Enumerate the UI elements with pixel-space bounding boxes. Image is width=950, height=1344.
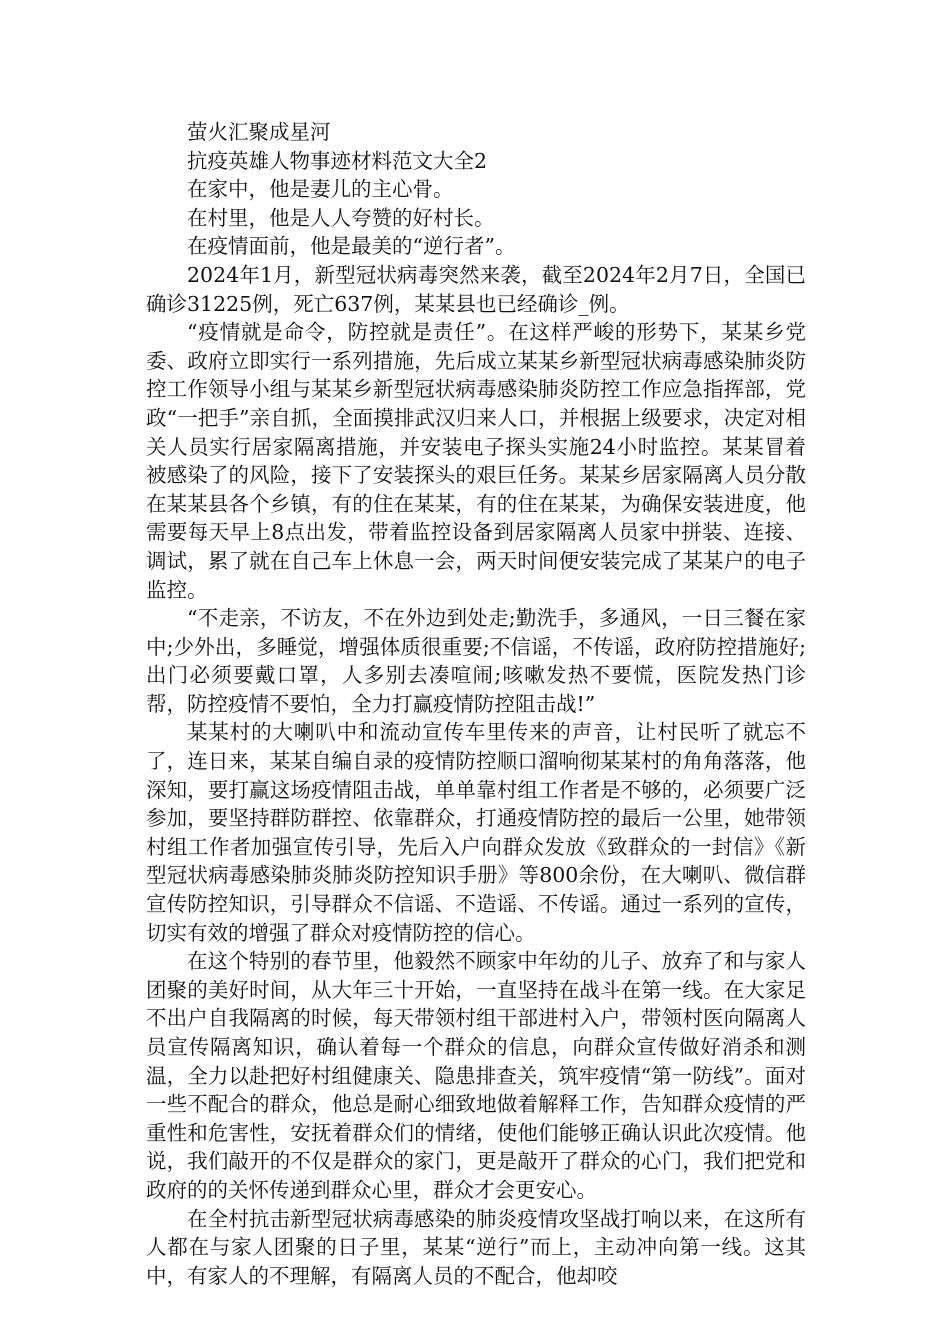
paragraph: 在村里，他是人人夸赞的好村长。 [187, 205, 495, 230]
paragraph: “疫情就是命令，防控就是责任”。在这样严峻的形势下，某某乡党委、政府立即实行一系列措施，先后成立某某乡新型冠状病毒感染肺炎防控工作领导小组与某某乡新型冠状病毒感染肺炎防控工作应急指挥部，党政“一把手”亲自抓，全面摸排武汉归来人口，并根据上级要求，决定对相关人员实行居家隔离措施，并安装电子探头实施24小时监控。某某冒着被感染了的风险，接下了安装探头的艰巨任务。某某乡居家隔离人员分散在某某县各个乡镇，有的住在某某，有的住在某某，为确保安装进度，他需要每天早上8点出发，带着监控设备到居家隔离人员家中拼装、连接、调试，累了就在自己车上休息一会，两天时间便安装完成了某某户的电子监控。 [146, 320, 806, 602]
paragraph: 在这个特别的春节里，他毅然不顾家中年幼的儿子、放弃了和与家人团聚的美好时间，从大年三十开始，一直坚持在战斗在第一线。在大家足不出户自我隔离的时候，每天带领村组干部进村入户，带领村医向隔离人员宣传隔离知识，确认着每一个群众的信息，向群众宣传做好消杀和测温，全力以赴把好村组健康关、隐患排查关，筑牢疫情“第一防线”。面对一些不配合的群众，他总是耐心细致地做着解释工作，告知群众疫情的严重性和危害性，安抚着群众们的情绪，使他们能够正确认识此次疫情。他说，我们敲开的不仅是群众的家门，更是敲开了群众的心门，我们把党和政府的的关怀传递到群众心里，群众才会更安心。 [146, 949, 806, 1202]
paragraph-subtitle: 抗疫英雄人物事迹材料范文大全2 [187, 148, 488, 173]
paragraph: “不走亲，不访友，不在外边到处走;勤洗手，多通风，一日三餐在家中;少外出，多睡觉，增强体质很重要;不信谣，不传谣，政府防控措施好;出门必须要戴口罩，人多别去凑喧闹;咳嗽发热不要慌，医院发热门诊帮，防控疫情不要怕，全力打赢疫情防控阻击战!” [146, 606, 806, 716]
paragraph: 在家中，他是妻儿的主心骨。 [187, 177, 454, 202]
paragraph: 2024年1月，新型冠状病毒突然来袭，截至2024年2月7日，全国已确诊31225例，死亡637例，某某县也已经确诊_例。 [146, 262, 806, 316]
paragraph: 在全村抗击新型冠状病毒感染的肺炎疫情攻坚战打响以来，在这所有人都在与家人团聚的日子里，某某“逆行”而上，主动冲向第一线。这其中，有家人的不理解，有隔离人员的不配合，他却咬 [146, 1206, 806, 1288]
paragraph: 某某村的大喇叭中和流动宣传车里传来的声音，让村民听了就忘不了，连日来，某某自编自录的疫情防控顺口溜响彻某某村的角角落落，他深知，要打赢这场疫情阻击战，单单靠村组工作者是不够的，必须要广泛参加，要坚持群防群控、依靠群众，打通疫情防控的最后一公里，她带领村组工作者加强宣传引导，先后入户向群众发放《致群众的一封信》《新型冠状病毒感染肺炎肺炎防控知识手册》等800余份，在大喇叭、微信群宣传防控知识，引导群众不信谣、不造谣、不传谣。通过一系列的宣传，切实有效的增强了群众对疫情防控的信心。 [146, 720, 806, 945]
paragraph: 在疫情面前，他是最美的“逆行者”。 [187, 234, 516, 259]
paragraph-title: 萤火汇聚成星河 [187, 120, 331, 144]
document-page [146, 118, 806, 1290]
